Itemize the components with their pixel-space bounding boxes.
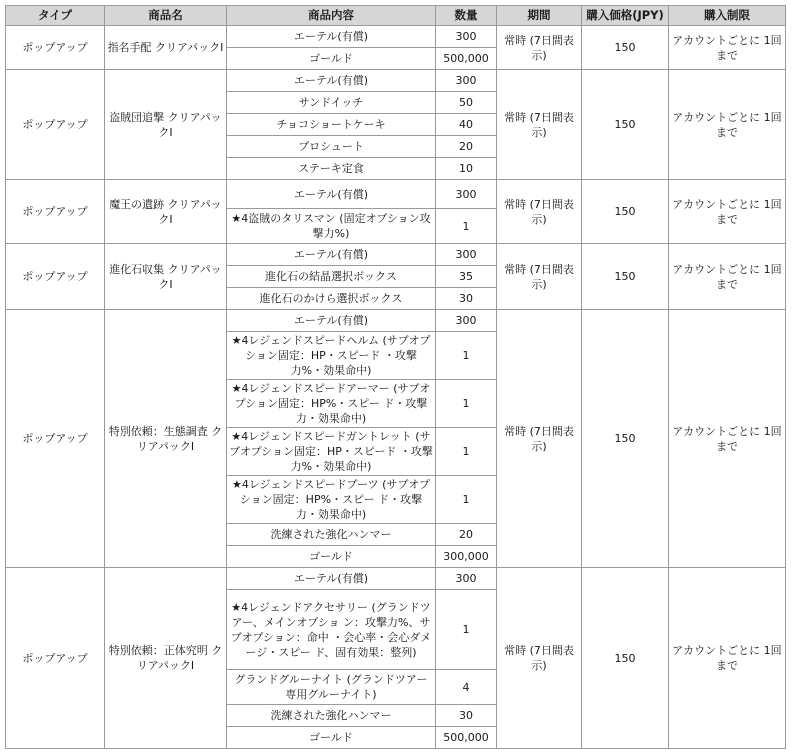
- period-cell: 常時 (7日間表示): [497, 70, 582, 180]
- item-content-cell: ゴールド: [227, 727, 436, 749]
- product-type-cell: ポップアップ: [6, 310, 105, 568]
- item-quantity-cell: 30: [436, 705, 497, 727]
- item-content-cell: エーテル(有償): [227, 180, 436, 209]
- item-content-cell: ★4盗賊のタリスマン (固定オプション攻撃力%): [227, 209, 436, 244]
- item-quantity-cell: 300: [436, 26, 497, 48]
- table-row: [6, 70, 786, 92]
- item-quantity-cell: 300: [436, 70, 497, 92]
- period-cell: 常時 (7日間表示): [497, 26, 582, 70]
- item-quantity-cell: 1: [436, 428, 497, 476]
- header-quantity: 数量: [436, 6, 497, 26]
- item-quantity-cell: 20: [436, 136, 497, 158]
- item-content-cell: グランドグルーナイト (グランドツアー専用グルーナイト): [227, 670, 436, 705]
- item-quantity-cell: 35: [436, 266, 497, 288]
- item-quantity-cell: 1: [436, 590, 497, 670]
- product-name-cell: 特別依頼：生態調査 クリアパックⅠ: [105, 310, 227, 568]
- item-quantity-cell: 4: [436, 670, 497, 705]
- item-content-cell: ★4レジェンドスピードヘルム (サブオプション固定：HP・スピード ・攻撃力%・効果命中): [227, 332, 436, 380]
- price-cell: 150: [582, 568, 669, 749]
- item-content-cell: ★4レジェンドスピードガントレット (サブオプション固定：HP・スピード ・攻撃力%・効果命中): [227, 428, 436, 476]
- item-content-cell: エーテル(有償): [227, 70, 436, 92]
- item-content-cell: チョコショートケーキ: [227, 114, 436, 136]
- product-table: [5, 5, 786, 749]
- header-row: [6, 6, 786, 26]
- product-type-cell: ポップアップ: [6, 568, 105, 749]
- purchase-limit-cell: アカウントごとに 1回まで: [669, 70, 786, 180]
- purchase-limit-cell: アカウントごとに 1回まで: [669, 26, 786, 70]
- period-cell: 常時 (7日間表示): [497, 310, 582, 568]
- price-cell: 150: [582, 26, 669, 70]
- product-type-cell: ポップアップ: [6, 70, 105, 180]
- header-product-content: 商品内容: [227, 6, 436, 26]
- item-quantity-cell: 300: [436, 244, 497, 266]
- item-quantity-cell: 50: [436, 92, 497, 114]
- item-quantity-cell: 30: [436, 288, 497, 310]
- item-content-cell: エーテル(有償): [227, 244, 436, 266]
- price-cell: 150: [582, 70, 669, 180]
- product-name-cell: 指名手配 クリアパックⅠ: [105, 26, 227, 70]
- item-quantity-cell: 500,000: [436, 727, 497, 749]
- purchase-limit-cell: アカウントごとに 1回まで: [669, 310, 786, 568]
- header-price: 購入価格(JPY): [582, 6, 669, 26]
- table-row: [6, 180, 786, 209]
- item-quantity-cell: 300: [436, 180, 497, 209]
- table-row: [6, 244, 786, 266]
- item-content-cell: ★4レジェンドスピードブーツ (サブオプション固定：HP%・スピー ド・攻撃力・効果命中): [227, 476, 436, 524]
- item-content-cell: ★4レジェンドアクセサリー (グランドツアー、メインオプショ ン：攻撃力%、サブオプション：命中 ・会心率・会心ダメージ・スピー ド、固有効果：整列): [227, 590, 436, 670]
- item-content-cell: ★4レジェンドスピードアーマー (サブオプション固定：HP%・スピー ド・攻撃力・効果命中): [227, 380, 436, 428]
- price-cell: 150: [582, 244, 669, 310]
- item-quantity-cell: 1: [436, 332, 497, 380]
- item-quantity-cell: 300: [436, 310, 497, 332]
- item-quantity-cell: 1: [436, 209, 497, 244]
- period-cell: 常時 (7日間表示): [497, 244, 582, 310]
- period-cell: 常時 (7日間表示): [497, 568, 582, 749]
- item-quantity-cell: 300,000: [436, 546, 497, 568]
- item-quantity-cell: 40: [436, 114, 497, 136]
- item-content-cell: プロシュート: [227, 136, 436, 158]
- product-name-cell: 盗賊団追撃 クリアパックⅠ: [105, 70, 227, 180]
- product-type-cell: ポップアップ: [6, 26, 105, 70]
- purchase-limit-cell: アカウントごとに 1回まで: [669, 180, 786, 244]
- item-content-cell: ゴールド: [227, 546, 436, 568]
- item-quantity-cell: 500,000: [436, 48, 497, 70]
- product-name-cell: 魔王の遺跡 クリアパックⅠ: [105, 180, 227, 244]
- table-row: [6, 310, 786, 332]
- item-content-cell: 進化石の結晶選択ボックス: [227, 266, 436, 288]
- purchase-limit-cell: アカウントごとに 1回まで: [669, 244, 786, 310]
- price-cell: 150: [582, 180, 669, 244]
- table-row: [6, 568, 786, 590]
- table-row: [6, 26, 786, 48]
- item-content-cell: ゴールド: [227, 48, 436, 70]
- item-content-cell: エーテル(有償): [227, 310, 436, 332]
- header-type: タイプ: [6, 6, 105, 26]
- header-purchase-limit: 購入制限: [669, 6, 786, 26]
- item-content-cell: エーテル(有償): [227, 26, 436, 48]
- product-name-cell: 進化石収集 クリアパックⅠ: [105, 244, 227, 310]
- item-content-cell: サンドイッチ: [227, 92, 436, 114]
- item-quantity-cell: 20: [436, 524, 497, 546]
- item-content-cell: エーテル(有償): [227, 568, 436, 590]
- item-quantity-cell: 1: [436, 476, 497, 524]
- product-type-cell: ポップアップ: [6, 180, 105, 244]
- header-period: 期間: [497, 6, 582, 26]
- item-quantity-cell: 1: [436, 380, 497, 428]
- header-product-name: 商品名: [105, 6, 227, 26]
- item-quantity-cell: 10: [436, 158, 497, 180]
- item-content-cell: ステーキ定食: [227, 158, 436, 180]
- item-content-cell: 進化石のかけら選択ボックス: [227, 288, 436, 310]
- item-content-cell: 洗練された強化ハンマー: [227, 524, 436, 546]
- product-name-cell: 特別依頼：正体究明 クリアパックⅠ: [105, 568, 227, 749]
- item-quantity-cell: 300: [436, 568, 497, 590]
- product-type-cell: ポップアップ: [6, 244, 105, 310]
- period-cell: 常時 (7日間表示): [497, 180, 582, 244]
- item-content-cell: 洗練された強化ハンマー: [227, 705, 436, 727]
- price-cell: 150: [582, 310, 669, 568]
- purchase-limit-cell: アカウントごとに 1回まで: [669, 568, 786, 749]
